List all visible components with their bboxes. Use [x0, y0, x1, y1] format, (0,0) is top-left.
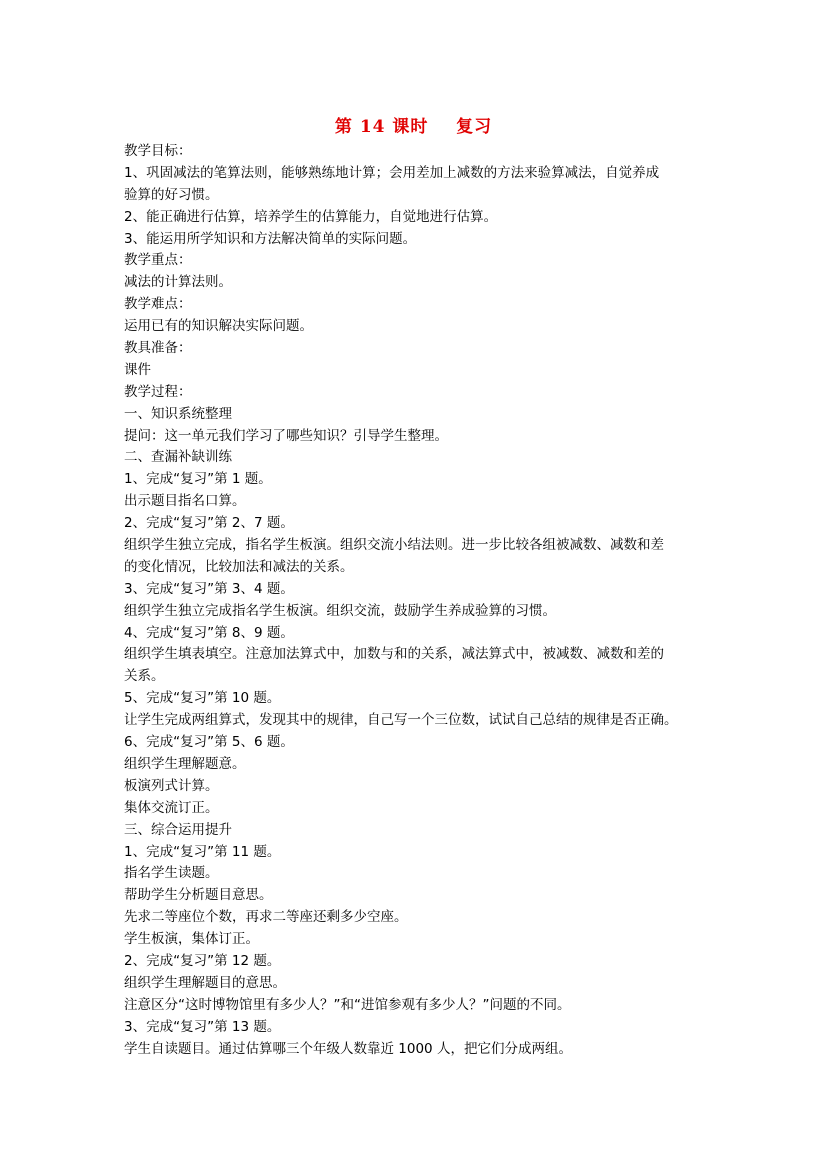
text-line: 组织学生独立完成指名学生板演。组织交流，鼓励学生养成验算的习惯。: [124, 602, 556, 619]
text-line: 教学难点：: [124, 296, 192, 313]
text-line: 2、完成“复习”第 2、7 题。: [124, 515, 294, 532]
text-line: 2、能正确进行估算，培养学生的估算能力，自觉地进行估算。: [124, 208, 498, 225]
text-line: 2、完成“复习”第 12 题。: [124, 952, 281, 969]
document-title: 第 14 课时 复习: [334, 117, 493, 137]
text-line: 学生板演，集体订正。: [124, 931, 259, 948]
text-line: 出示题目指名口算。: [124, 493, 246, 510]
text-line: 5、完成“复习”第 10 题。: [124, 690, 281, 707]
text-line: 减法的计算法则。: [124, 274, 232, 291]
text-line: 教学过程：: [124, 383, 192, 400]
text-line: 组织学生填表填空。注意加法算式中，加数与和的关系，减法算式中，被减数、减数和差的: [124, 646, 664, 663]
text-line: 注意区分“这时博物馆里有多少人？”和“进馆参观有多少人？”问题的不同。: [124, 996, 571, 1013]
text-line: 三、综合运用提升: [124, 821, 232, 838]
text-line: 提问：这一单元我们学习了哪些知识？引导学生整理。: [124, 427, 448, 444]
text-line: 板演列式计算。: [124, 777, 219, 794]
text-line: 一、知识系统整理: [124, 405, 232, 422]
text-line: 指名学生读题。: [124, 865, 219, 882]
text-line: 先求二等座位个数，再求二等座还剩多少空座。: [124, 909, 408, 926]
text-line: 组织学生理解题意。: [124, 755, 246, 772]
text-line: 关系。: [124, 668, 165, 685]
text-line: 学生自读题目。通过估算哪三个年级人数靠近 1000 人，把它们分成两组。: [124, 1040, 572, 1057]
text-line: 运用已有的知识解决实际问题。: [124, 318, 313, 335]
text-line: 3、完成“复习”第 13 题。: [124, 1018, 281, 1035]
text-line: 1、完成“复习”第 1 题。: [124, 471, 272, 488]
text-line: 组织学生理解题目的意思。: [124, 974, 286, 991]
text-line: 让学生完成两组算式，发现其中的规律，自己写一个三位数，试试自己总结的规律是否正确。: [124, 712, 678, 729]
text-line: 3、完成“复习”第 3、4 题。: [124, 580, 294, 597]
text-line: 课件: [124, 361, 151, 378]
text-line: 4、完成“复习”第 8、9 题。: [124, 624, 294, 641]
text-line: 集体交流订正。: [124, 799, 219, 816]
text-line: 验算的好习惯。: [124, 186, 219, 203]
text-line: 教学重点：: [124, 252, 192, 269]
text-line: 帮助学生分析题目意思。: [124, 887, 273, 904]
text-line: 6、完成“复习”第 5、6 题。: [124, 734, 294, 751]
text-line: 1、巩固减法的笔算法则，能够熟练地计算；会用差加上减数的方法来验算减法，自觉养成: [124, 164, 660, 181]
text-line: 二、查漏补缺训练: [124, 449, 232, 466]
text-line: 的变化情况，比较加法和减法的关系。: [124, 558, 354, 575]
text-line: 1、完成“复习”第 11 题。: [124, 843, 281, 860]
text-line: 教学目标：: [124, 143, 192, 159]
text-line: 组织学生独立完成，指名学生板演。组织交流小结法则。进一步比较各组被减数、减数和差: [124, 537, 664, 554]
text-line: 教具准备：: [124, 340, 192, 357]
document-body: [124, 141, 714, 1060]
text-line: 3、能运用所学知识和方法解决简单的实际问题。: [124, 230, 417, 247]
